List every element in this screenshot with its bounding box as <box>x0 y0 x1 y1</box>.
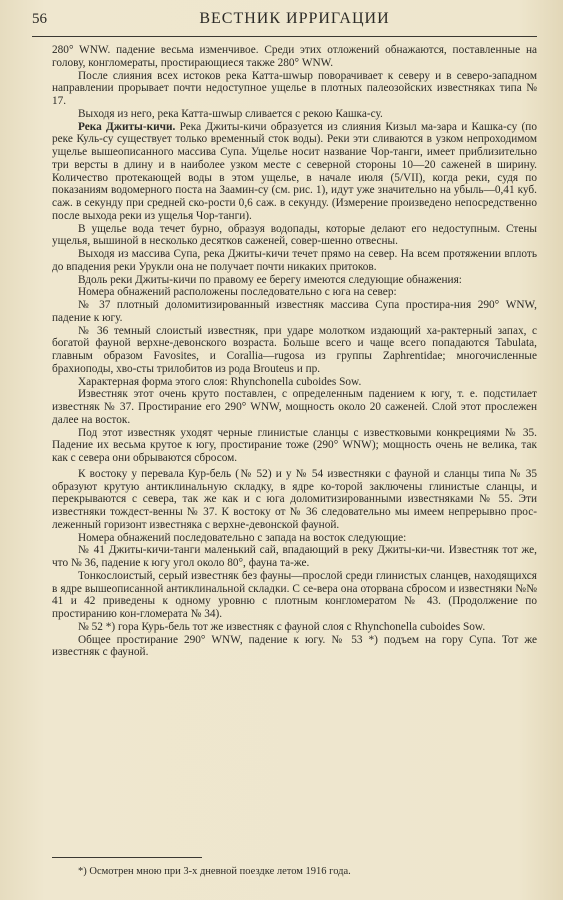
paragraph: 280° WNW. падение весьма изменчивое. Среди этих отложений обнажаются, поставленные на голову, конгломераты, простирающиеся также 280° WNW. <box>52 44 537 69</box>
paragraph: После слияния всех истоков река Катта-шwыр поворачивает к северу и в северо-западном направлении прорывает почти недоступное ущелье в плотных палеозойских известняках типа № 17. <box>52 69 537 107</box>
journal-title: ВЕСТНИК ИРРИГАЦИИ <box>199 10 390 27</box>
paragraph: № 52 *) гора Курь-бель тот же известняк с фауной слоя с Rhynchonella cuboides Sow. <box>78 620 486 633</box>
paragraph: Характерная форма этого слоя: Rhynchonella cuboides Sow. <box>78 375 362 388</box>
paragraph: Известняк этот очень круто поставлен, с определенным падением к югу, т. е. подстилает известняк № 37. Простирание его 290° WNW, мощность около 20 саженей. Слой этот прослежен далее на восток. <box>52 388 537 426</box>
section-text: Река Джиты-кичи образуется из слияния Кизыл ма-зара и Кашка-су (по реке Куль-су существует только временный сток воды). Реки эти сливаются в узком непроходимом ущелье вышеописанного массива Супа. Ущелье носит название Чор-танги, имеет приблизительно три версты в длину и в наиболее узком месте с северной стороны 10—20 саженей в ширину. Количество протекающей воды в этом ущелье, в начале июля (5/VII), когда реки, судя по показаниям водомерного поста на Заамин-су (см. рис. 1), идут уже значительно на убыль—0,41 куб. саж. в секунду при средней ско-рости 0,6 саж. в секунду. (Измерение произведено непосредственно после выхода реки из ущелья Чор-танги). <box>52 120 537 222</box>
paragraph: Номера обнажений расположены последовательно с юга на север: <box>78 286 397 299</box>
footnote-text: *) Осмотрен мною при 3-х дневной поездке летом 1916 года. <box>78 866 351 877</box>
paragraph: Выходя из него, река Катта-шwыр сливается с рекою Кашка-су. <box>78 107 383 120</box>
paragraph: Общее простирание 290° WNW, падение к югу. № 53 *) подъем на гору Супа. Тот же известняк с фауной. <box>52 633 537 659</box>
section-paragraph <box>52 121 537 223</box>
paragraph: В ущелье вода течет бурно, образуя водопады, которые делают его недоступным. Стены ущелья, вышиной в несколько десятков саженей, совер-шенно отвесны. <box>52 222 537 248</box>
page-header <box>32 10 537 37</box>
paragraph: № 41 Джиты-кичи-танги маленький сай, впадающий в реку Джиты-ки-чи. Известняк тот же, что № 36, падение к югу угол около 80°, фауна та-же. <box>52 544 537 569</box>
footnote-rule <box>52 857 202 858</box>
footnote <box>52 857 537 877</box>
paragraph: К востоку у перевала Кур-бель (№ 52) и у № 54 известняки с фауной и сланцы типа № 35 образуют крутую антиклинальную складку, в ядре ко-торой заключены глинистые сланцы, и перекрываются с севера, так же как и с юга доломитизированными известняками № 55. Эти известняки тождест-венны № 37. К востоку от № 36 следовательно мы имеем непрерывно прос-леженный горизонт известняка с верхне-девонской фауной. <box>52 467 537 531</box>
paragraph: Под этот известняк уходят черные глинистые сланцы с известковыми конкрециями № 35. Падение их весьма крутое к югу, простирание тоже (290° WNW); мощность очень не велика, так как с севера они обрываются сбросом. <box>52 426 537 464</box>
page-number: 56 <box>32 11 47 27</box>
paragraph: Вдоль реки Джиты-кичи по правому ее берегу имеются следующие обнажения: <box>78 273 462 286</box>
paragraph: Номера обнажений последовательно с запада на восток следующие: <box>78 531 407 544</box>
paragraph: Выходя из массива Супа, река Джиты-кичи течет прямо на север. На всем протяжении вплоть до впадения реки Урукли она не получает почти никаких притоков. <box>52 248 537 273</box>
paragraph: № 37 плотный доломитизированный известняк массива Супа простира-ния 290° WNW, падение к югу. <box>52 299 537 324</box>
paragraph: № 36 темный слоистый известняк, при ударе молотком издающий ха-рактерный запах, с богатой фауной верхне-девонского возраста. Больше всего и чаще всего попадаются Tabulata, главным образом Favosites, и Corallia—rugosa из группы Zaphrentidae; многочисленные брахиоподы, хво-сты трилобитов из рода Brouteus и пр. <box>52 324 537 375</box>
section-heading: Река Джиты-кичи. <box>78 120 176 133</box>
article-body <box>52 44 537 659</box>
paragraph: Тонкослоистый, серый известняк без фауны—прослой среди глинистых сланцев, находящихся в ядре вышеописанной антиклинальной складки. С се-вера она оторвана сбросом и известняки №№ 41 и 42 приведены к одному уровню с плотным конгломератом № 43. (Продолжение по простиранию кон-гломерата № 34). <box>52 569 537 620</box>
